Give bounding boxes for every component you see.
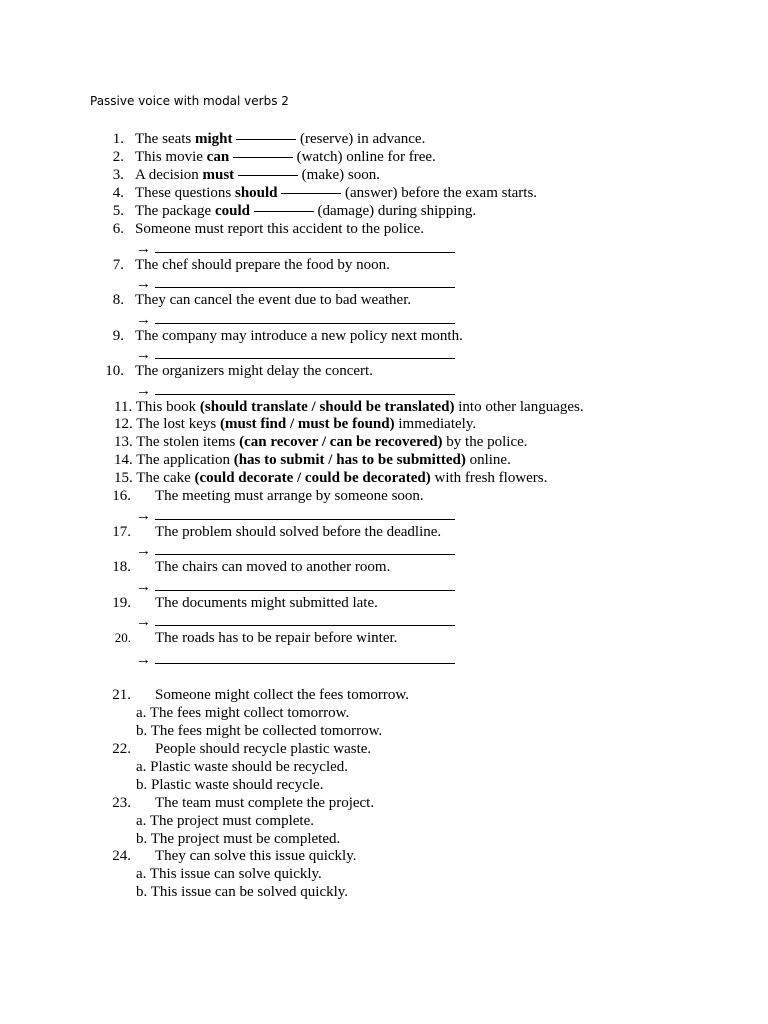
arrow-icon: → <box>136 241 151 257</box>
arrow-icon: → <box>136 347 151 363</box>
item-text: 14. The application (has to submit / has to be submitted) online. <box>114 452 511 468</box>
item-number: 9. <box>112 328 124 344</box>
answer-line[interactable] <box>155 252 455 253</box>
item-text: The meeting must arrange by someone soon. <box>155 488 424 504</box>
item-number: 23. <box>112 795 131 811</box>
item-text: The team must complete the project. <box>155 795 375 811</box>
item-text: The seats might (reserve) in advance. <box>135 131 426 147</box>
item-number: 1. <box>112 131 124 147</box>
option-a[interactable]: a. The project must complete. <box>136 813 315 829</box>
answer-line[interactable] <box>155 590 455 591</box>
answer-line[interactable] <box>155 663 455 664</box>
answer-line[interactable] <box>155 519 455 520</box>
answer-line[interactable] <box>155 323 455 324</box>
item-text: Someone might collect the fees tomorrow. <box>155 687 409 703</box>
arrow-icon: → <box>136 276 151 292</box>
item-text: 15. The cake (could decorate / could be decorated) with fresh flowers. <box>114 470 548 486</box>
item-number: 4. <box>112 185 124 201</box>
item-text: 12. The lost keys (must find / must be found) immediately. <box>114 416 477 432</box>
arrow-icon: → <box>136 579 151 595</box>
arrow-icon: → <box>136 652 151 668</box>
arrow-icon: → <box>136 383 151 399</box>
answer-line[interactable] <box>155 394 455 395</box>
item-number: 2. <box>112 149 124 165</box>
item-text: 13. The stolen items (can recover / can be recovered) by the police. <box>114 434 528 450</box>
option-b[interactable]: b. The fees might be collected tomorrow. <box>136 723 383 739</box>
item-text: The chairs can moved to another room. <box>155 559 391 575</box>
item-number: 20. <box>114 630 131 645</box>
answer-line[interactable] <box>155 554 455 555</box>
item-text: The company may introduce a new policy next month. <box>135 328 463 344</box>
item-text: Someone must report this accident to the police. <box>135 221 425 237</box>
item-text: A decision must (make) soon. <box>135 167 380 183</box>
item-number: 17. <box>112 524 131 540</box>
item-text: They can cancel the event due to bad weather. <box>135 292 412 308</box>
item-number: 6. <box>112 221 124 237</box>
item-number: 10. <box>105 363 124 379</box>
item-text: They can solve this issue quickly. <box>155 848 357 864</box>
item-number: 16. <box>112 488 131 504</box>
item-text: The chef should prepare the food by noon. <box>135 257 390 273</box>
item-number: 5. <box>112 203 124 219</box>
answer-blank[interactable] <box>233 157 293 158</box>
answer-line[interactable] <box>155 287 455 288</box>
option-b[interactable]: b. The project must be completed. <box>136 831 341 847</box>
arrow-icon: → <box>136 543 151 559</box>
option-b[interactable]: b. This issue can be solved quickly. <box>136 884 349 900</box>
answer-blank[interactable] <box>238 175 298 176</box>
item-number: 7. <box>112 257 124 273</box>
item-text: The package could (damage) during shipping. <box>135 203 477 219</box>
answer-blank[interactable] <box>254 211 314 212</box>
item-text: The documents might submitted late. <box>155 595 378 611</box>
item-text: The roads has to be repair before winter. <box>155 630 398 646</box>
option-a[interactable]: a. This issue can solve quickly. <box>136 866 322 882</box>
page-title: Passive voice with modal verbs 2 <box>90 94 289 108</box>
item-number: 21. <box>112 687 131 703</box>
arrow-icon: → <box>136 312 151 328</box>
arrow-icon: → <box>136 614 151 630</box>
item-text: The organizers might delay the concert. <box>135 363 373 379</box>
answer-blank[interactable] <box>281 193 341 194</box>
arrow-icon: → <box>136 508 151 524</box>
item-number: 19. <box>112 595 131 611</box>
option-b[interactable]: b. Plastic waste should recycle. <box>136 777 324 793</box>
answer-line[interactable] <box>155 358 455 359</box>
answer-blank[interactable] <box>236 139 296 140</box>
item-number: 8. <box>112 292 124 308</box>
item-text: These questions should (answer) before the exam starts. <box>135 185 538 201</box>
option-a[interactable]: a. The fees might collect tomorrow. <box>136 705 350 721</box>
item-number: 3. <box>112 167 124 183</box>
item-number: 22. <box>112 741 131 757</box>
item-text: People should recycle plastic waste. <box>155 741 372 757</box>
answer-line[interactable] <box>155 625 455 626</box>
item-text: This movie can (watch) online for free. <box>135 149 436 165</box>
item-number: 18. <box>112 559 131 575</box>
item-text: The problem should solved before the deadline. <box>155 524 442 540</box>
option-a[interactable]: a. Plastic waste should be recycled. <box>136 759 349 775</box>
item-text: 11. This book (should translate / should be translated) into other languages. <box>114 399 584 415</box>
item-number: 24. <box>112 848 131 864</box>
